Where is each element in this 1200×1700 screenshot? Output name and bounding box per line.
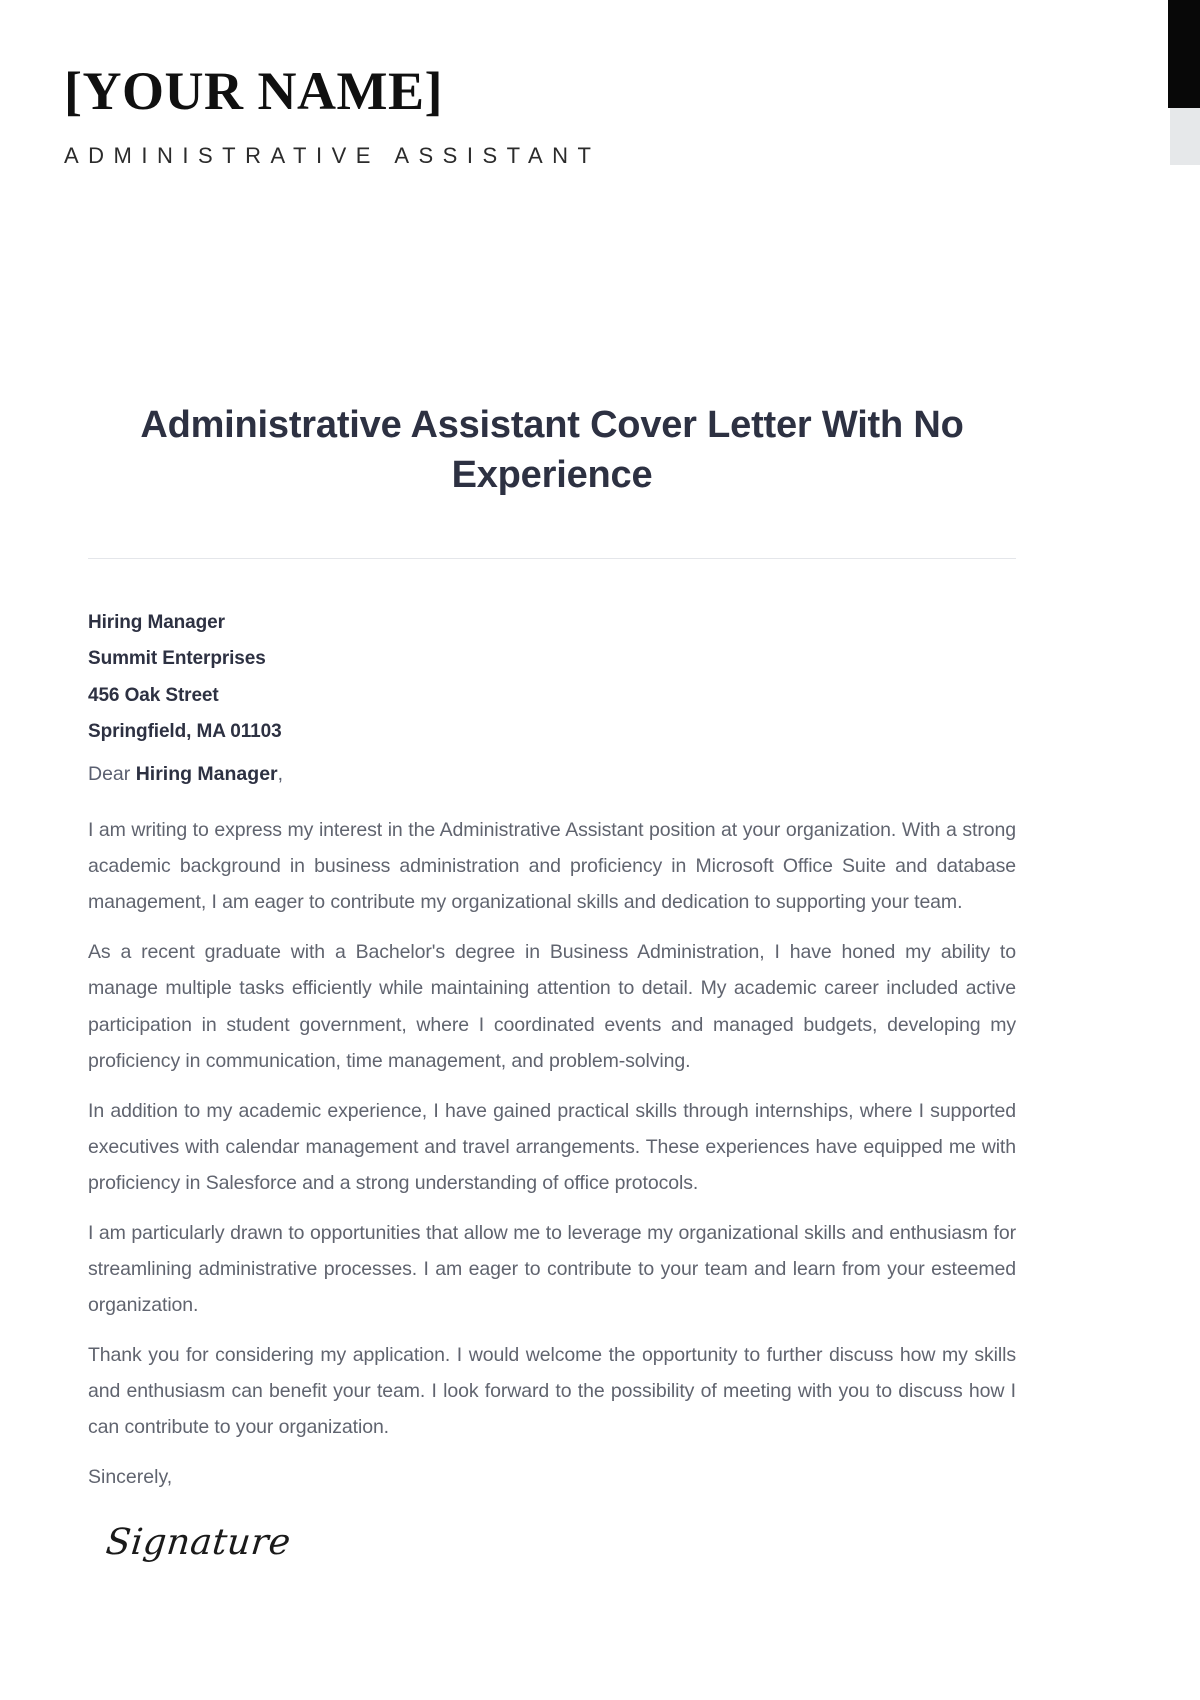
- recipient-block: [88, 605, 1016, 749]
- recipient-line: Summit Enterprises: [88, 648, 266, 670]
- signature: Signature: [103, 1522, 293, 1564]
- title-divider: [88, 558, 1016, 559]
- letterhead-role: ADMINISTRATIVE ASSISTANT: [64, 143, 601, 169]
- letter-body: [88, 400, 1016, 1564]
- page-title: Administrative Assistant Cover Letter With No Experience: [140, 404, 964, 497]
- body-paragraph: In addition to my academic experience, I have gained practical skills through internships, where I supported executives with calendar management and travel arrangements. These experiences have equipped me with proficiency in Salesforce and a strong understanding of office protocols.: [88, 1099, 1016, 1194]
- closing-line: Sincerely,: [88, 1466, 173, 1489]
- salutation-name: Hiring Manager: [135, 762, 278, 785]
- body-paragraph: As a recent graduate with a Bachelor's degree in Business Administration, I have honed my ability to manage multiple tasks efficiently while maintaining attention to detail. My academic career included active participation in student government, where I coordinated events and managed budgets, developing my proficiency in communication, time management, and problem-solving.: [88, 941, 1016, 1072]
- letterhead: [64, 62, 1020, 170]
- recipient-line: Hiring Manager: [88, 612, 225, 634]
- recipient-line: Springfield, MA 01103: [88, 720, 282, 742]
- salutation-prefix: Dear: [88, 762, 136, 785]
- salutation-suffix: ,: [277, 762, 284, 785]
- body-paragraph: Thank you for considering my application. I would welcome the opportunity to further discuss how my skills and enthusiasm can benefit your team. I look forward to the possibility of meeting with you to discuss how I can contribute to your organization.: [88, 1344, 1016, 1439]
- decorative-gray-box: [1170, 108, 1200, 165]
- body-paragraph: I am particularly drawn to opportunities that allow me to leverage my organizational skills and enthusiasm for streamlining administrative processes. I am eager to contribute to your team and learn from your esteemed organization.: [88, 1221, 1016, 1316]
- body-paragraph: I am writing to express my interest in the Administrative Assistant position at your organization. With a strong academic background in business administration and proficiency in Microsoft Office Suite and database management, I am eager to contribute my organizational skills and dedication to supporting your team.: [88, 819, 1016, 914]
- letterhead-name: [YOUR NAME]: [64, 61, 443, 121]
- recipient-line: 456 Oak Street: [88, 684, 219, 706]
- salutation: [88, 756, 1016, 793]
- decorative-black-bar: [1168, 0, 1200, 108]
